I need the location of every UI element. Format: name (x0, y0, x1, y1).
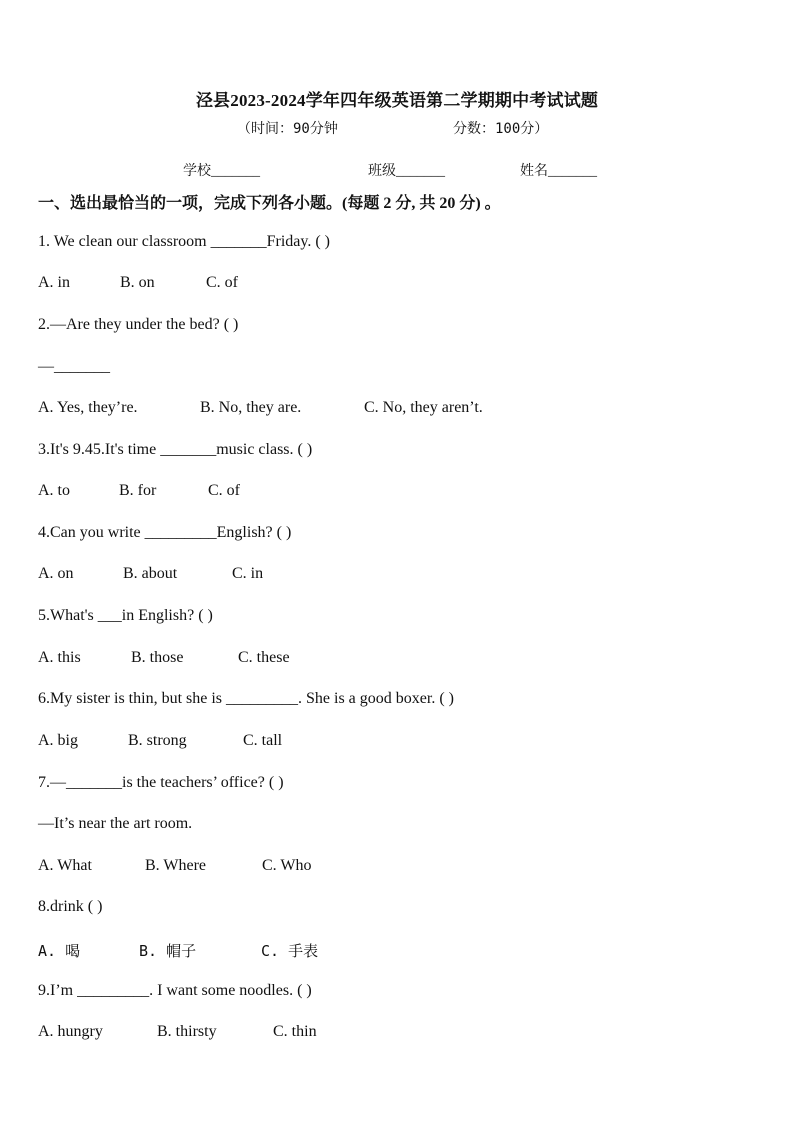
question-options (38, 1023, 317, 1041)
option-c: C. No, they aren’t. (364, 399, 483, 416)
question-options (38, 274, 238, 292)
option-c: C. thin (273, 1023, 317, 1040)
option-b: B. Where (145, 857, 207, 874)
option-b: B. thirsty (157, 1023, 217, 1040)
total-score: 分数：100分） (453, 121, 549, 137)
question-stem: 3.It's 9.45.It's time _______music class. ( ) (38, 441, 313, 458)
option-b: B. No, they are. (200, 399, 302, 416)
option-a: A. big (38, 732, 78, 749)
option-c: C. Who (262, 857, 312, 874)
question-options (38, 482, 240, 500)
question-options (38, 565, 263, 583)
question-options (38, 857, 311, 875)
option-a: A. on (38, 565, 74, 582)
option-a: A. What (38, 857, 92, 874)
option-a: A. in (38, 274, 70, 291)
question-stem: 6.My sister is thin, but she is _________. She is a good boxer. ( ) (38, 690, 454, 707)
question-stem: 4.Can you write _________English? ( ) (38, 524, 292, 541)
question-stem: 7.—_______is the teachers’ office? ( ) (38, 774, 284, 791)
name-field: 姓名_______ (520, 164, 597, 179)
answer-line: —It’s near the art room. (38, 815, 193, 832)
option-a: A. this (38, 649, 81, 666)
option-c: C. these (238, 649, 290, 666)
question-options (38, 399, 483, 417)
question-options (38, 649, 290, 667)
option-b: B. strong (128, 732, 187, 749)
school-field: 学校_______ (183, 164, 260, 179)
option-c: C. of (206, 274, 238, 291)
option-b: B. those (131, 649, 184, 666)
question-options (38, 940, 318, 961)
question-stem: 9.I’m _________. I want some noodles. ( ) (38, 982, 312, 999)
question-stem: 1. We clean our classroom _______Friday. ( ) (38, 233, 330, 250)
exam-title: 泾县2023-2024学年四年级英语第二学期期中考试试题 (195, 91, 599, 110)
option-c: C. in (232, 565, 264, 582)
question-options (38, 732, 282, 750)
option-c: C. 手表 (261, 942, 319, 960)
answer-line: —_______ (38, 358, 110, 375)
question-stem: 5.What's ___in English? ( ) (38, 607, 213, 624)
option-b: B. 帽子 (139, 942, 197, 960)
option-b: B. for (119, 482, 157, 499)
option-c: C. of (208, 482, 240, 499)
option-a: A. Yes, they’re. (38, 399, 138, 416)
option-b: B. on (120, 274, 155, 291)
option-b: B. about (123, 565, 178, 582)
exam-subtitle (237, 118, 549, 138)
time-limit: （时间：90分钟 (237, 121, 338, 137)
section-heading: 一、选出最恰当的一项，完成下列各小题。(每题 2 分, 共 20 分) 。 (38, 195, 501, 212)
question-stem: 8.drink ( ) (38, 898, 103, 915)
option-c: C. tall (243, 732, 283, 749)
question-stem: 2.—Are they under the bed? ( ) (38, 316, 239, 333)
class-field: 班级_______ (368, 164, 445, 179)
option-a: A. to (38, 482, 70, 499)
option-a: A. hungry (38, 1023, 103, 1040)
option-a: A. 喝 (38, 942, 81, 960)
